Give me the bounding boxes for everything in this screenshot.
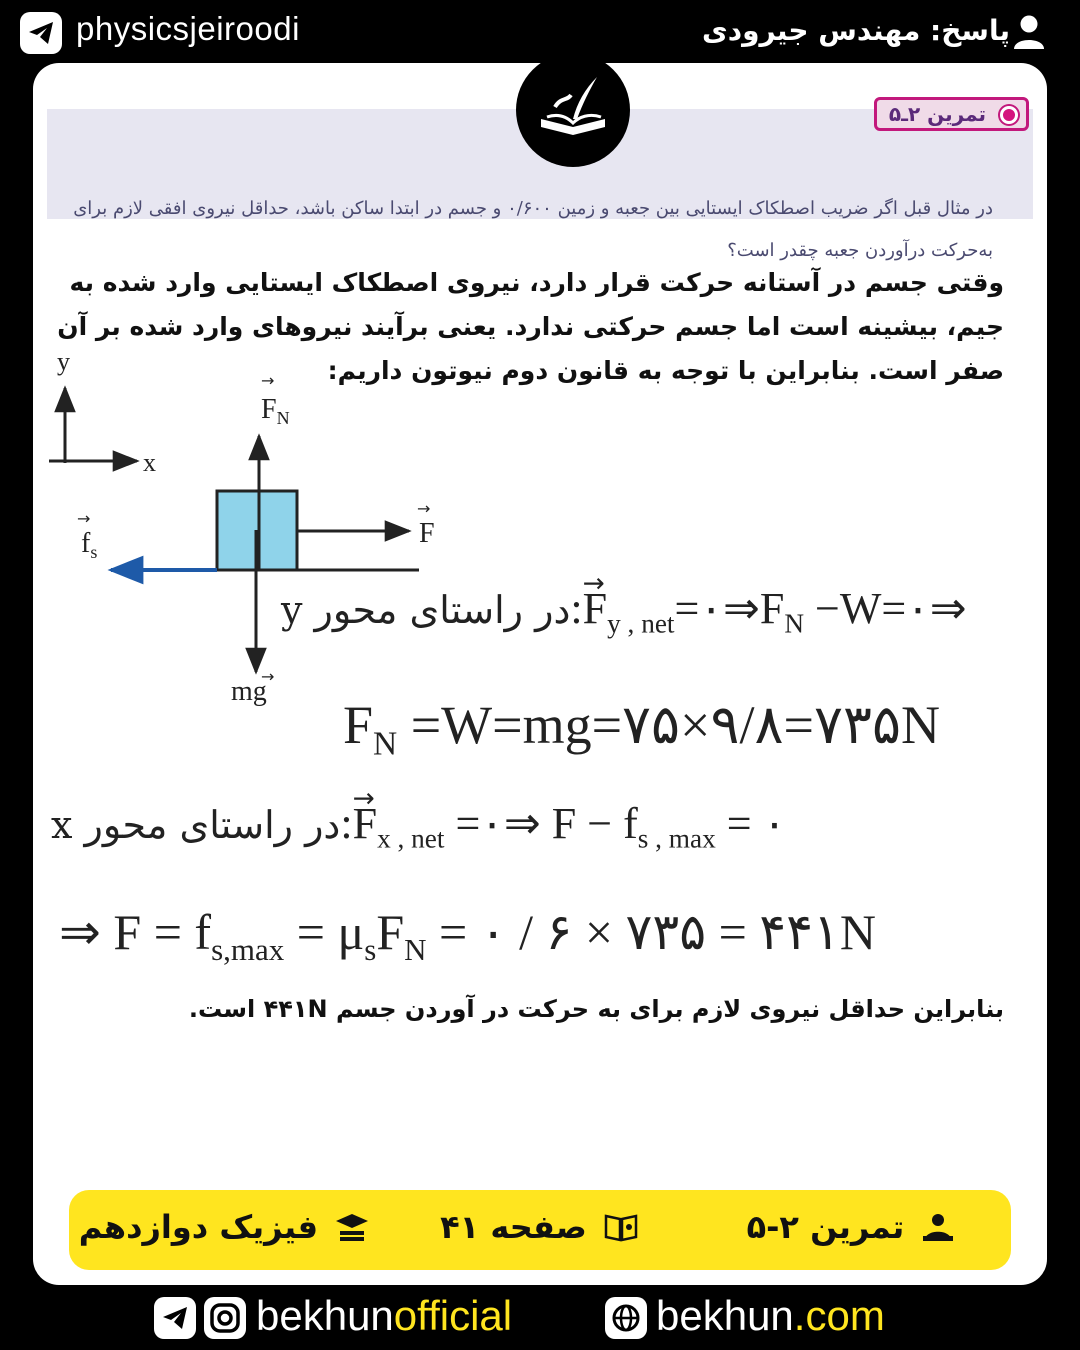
- teacher-icon: [921, 1212, 955, 1242]
- social-handle[interactable]: bekhunofficial: [256, 1292, 513, 1339]
- equation-normal: [343, 693, 940, 764]
- applied-force-label: F: [419, 518, 435, 549]
- friction-label: $f_s$: [81, 528, 98, 562]
- equation-x-lhs: → F: [353, 798, 377, 849]
- globe-icon[interactable]: [605, 1297, 647, 1339]
- equation-y-rhs2: −W=۰⇒: [804, 584, 967, 633]
- equation-force-lhs: ⇒ F = f: [59, 904, 212, 960]
- exercise-label: [874, 97, 1029, 131]
- equation-x: در راستای محور x:→ $F_{x , net}$ =۰⇒ $F - f_{s , max}$ = ۰: [51, 798, 786, 855]
- equation-force-mid2-sub: N: [404, 931, 427, 967]
- footer-page: [379, 1208, 699, 1246]
- telegram-handle[interactable]: physicsjeiroodi: [76, 10, 300, 47]
- equation-force: [59, 903, 876, 968]
- equation-y-lhs: → F: [583, 583, 607, 634]
- telegram-icon[interactable]: [20, 12, 62, 54]
- equation-x-rhs-sub: s , max: [637, 823, 716, 854]
- equation-y-label: در راستای محور y: [281, 588, 571, 632]
- equation-y-rhs-sub: N: [784, 608, 805, 639]
- instagram-icon[interactable]: [204, 1297, 246, 1339]
- weight-vector-mark: →: [261, 667, 275, 686]
- normal-force-vector-mark: →: [261, 371, 275, 390]
- equation-normal-lhs: F: [343, 695, 374, 755]
- equation-x-rhs: =۰⇒ F − f: [444, 799, 638, 848]
- user-icon: [1012, 14, 1046, 50]
- footer-book: [69, 1208, 379, 1246]
- equation-force-rhs: = ۰ / ۶ × ۷۳۵ = ۴۴۱N: [426, 904, 876, 960]
- equation-force-mid2: F: [376, 904, 405, 960]
- friction-vector-mark: →: [77, 509, 91, 528]
- equation-y-sub: y , net: [607, 608, 675, 639]
- equation-normal-sub: N: [373, 725, 398, 763]
- normal-force-label: $F_N$: [261, 394, 290, 428]
- footer-page-text: صفحه ۴۱: [440, 1208, 587, 1246]
- equation-force-mid-sub: s: [364, 931, 377, 967]
- equation-normal-rhs: =W=mg=۷۵×۹/۸=۷۳۵N: [397, 695, 940, 755]
- applied-force-vector-mark: →: [417, 499, 431, 518]
- free-body-diagram: [47, 348, 447, 708]
- equation-y: در راستای محور y:→ $F_{y , net}=۰\Rightarrow F_N$ −W=۰⇒: [281, 583, 967, 640]
- top-bar: [0, 0, 1080, 64]
- book-icon: [604, 1212, 638, 1242]
- weight-label: mg: [231, 676, 267, 707]
- book-feather-icon: [533, 67, 613, 147]
- footer-book-text: فیزیک دوازدهم: [78, 1208, 319, 1246]
- x-axis-label: x: [143, 448, 156, 477]
- exercise-label-text: تمرین ۲ـ۵: [888, 102, 986, 126]
- conclusion: بنابراین حداقل نیروی لازم برای به حرکت در آوردن جسم ۴۴۱N است.: [188, 995, 1004, 1023]
- content-card: [33, 63, 1047, 1285]
- equation-force-mid: = μ: [284, 904, 365, 960]
- equation-x-rhs2: = ۰: [715, 799, 787, 848]
- footer-bar: [69, 1190, 1011, 1270]
- answer-credit: پاسخ: مهندس جیرودی: [702, 14, 1010, 47]
- equation-x-label: در راستای محور x: [51, 803, 341, 847]
- footer-exercise-text: تمرین ۲-۵: [746, 1208, 905, 1246]
- equation-y-rhs: =۰⇒F: [674, 584, 785, 633]
- website-link[interactable]: bekhun.com: [656, 1292, 885, 1339]
- equation-force-sub: s,max: [211, 931, 285, 967]
- telegram-icon-bottom[interactable]: [154, 1297, 196, 1339]
- footer-exercise: [691, 1208, 1011, 1246]
- bottom-bar: [0, 1288, 1080, 1350]
- equation-x-sub: x , net: [377, 823, 445, 854]
- bullet-icon: [1000, 106, 1018, 124]
- graduation-cap-icon: [335, 1212, 369, 1242]
- problem-text: در مثال قبل اگر ضریب اصطکاک ایستایی بین جعبه و زمین ۰/۶۰۰ و جسم در ابتدا ساکن باشد، حداقل نیروی افقی لازم برای به‌حرکت درآوردن جعبه چقدر است؟: [73, 198, 993, 261]
- y-axis-label: y: [57, 348, 70, 376]
- solution-intro: وقتی جسم در آستانه حرکت قرار دارد، نیروی اصطکاک ایستایی وارد شده به جیم، بیشینه است اما جسم حرکتی ندارد. یعنی برآیند نیروهای وارد شده بر آن صفر است. بنابراین با توجه به قانون دوم نیوتون داریم:: [57, 268, 1004, 385]
